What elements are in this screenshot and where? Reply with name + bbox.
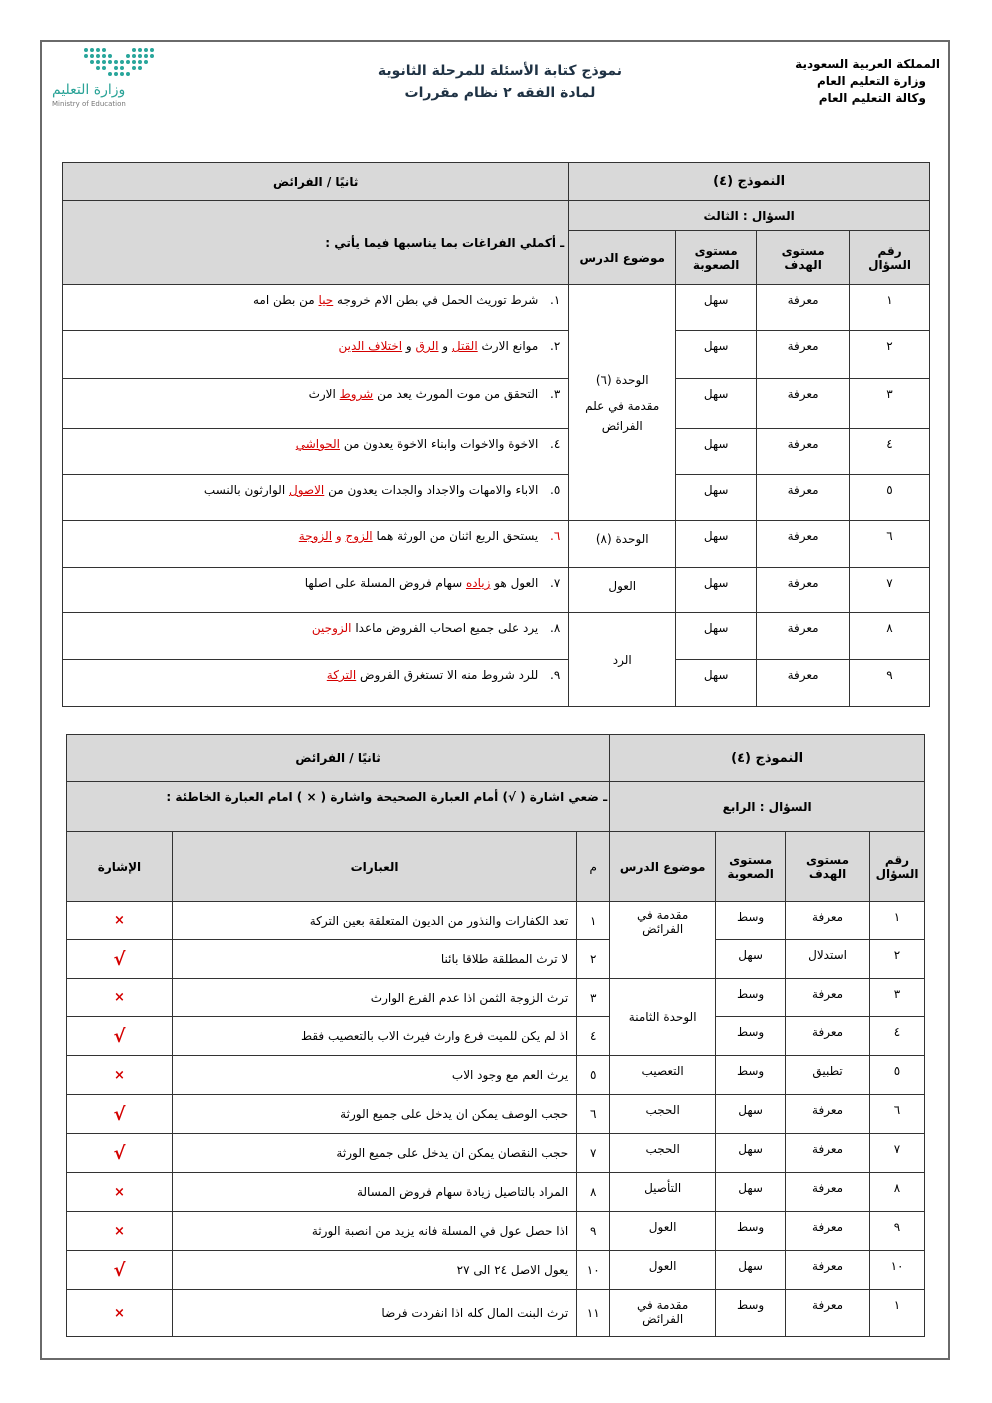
col-difficulty-level: مستوى الصعوبة: [676, 231, 757, 285]
statement-text: الارث: [308, 387, 340, 401]
statement: لا ترث المطلقة طلاقا بائنا: [172, 940, 576, 979]
true-false-row: [67, 1173, 925, 1212]
objective-level: معرفة: [757, 475, 850, 521]
statement: يعول الاصل ٢٤ الى ٢٧: [172, 1251, 576, 1290]
instruction-2: ـ ضعي اشارة ( √) أمام العبارة الصحيحة واشارة ( × ) امام العبارة الخاطئة :: [67, 782, 610, 832]
objective-level: معرفة: [757, 331, 850, 379]
statement-index: ٥.: [550, 483, 561, 497]
difficulty-level: سهل: [716, 940, 786, 979]
model-label: النموذج (٤): [569, 163, 930, 201]
difficulty-level: سهل: [676, 568, 757, 613]
statement: ترث البنت المال كله اذا انفردت فرضا: [172, 1290, 576, 1337]
objective-level: معرفة: [757, 613, 850, 660]
objective-level: معرفة: [757, 379, 850, 429]
statement-m: ٤: [577, 1017, 610, 1056]
logo-english-text: Ministry of Education: [52, 100, 126, 108]
col-statements: العبارات: [172, 832, 576, 902]
statement: تعد الكفارات والنذور من الديون المتعلقة بعين التركة: [172, 902, 576, 940]
question-row: [63, 475, 930, 521]
statement: حجب النقصان يمكن ان يدخل على جميع الورثة: [172, 1134, 576, 1173]
true-false-row: [67, 1056, 925, 1095]
header-line-2: وزارة التعليم العام: [816, 74, 926, 88]
cross-mark-icon: ×: [67, 902, 173, 940]
difficulty-level: سهل: [676, 613, 757, 660]
true-false-row: [67, 1212, 925, 1251]
answer-text: حيا: [318, 293, 334, 307]
statement: اذا حصل عول في المسلة فانه يزيد من انصبة الورثة: [172, 1212, 576, 1251]
question-no: ١: [870, 1290, 925, 1337]
statement-index: ٧.: [550, 576, 561, 590]
lesson-topic: [569, 613, 676, 707]
objective-level: معرفة: [757, 429, 850, 475]
true-false-row: [67, 1095, 925, 1134]
objective-level: معرفة: [786, 1095, 870, 1134]
question-no: ٦: [870, 1095, 925, 1134]
objective-level: معرفة: [786, 1017, 870, 1056]
statement-text: للرد شروط منه الا تستغرق الفروض: [356, 668, 539, 682]
answer-text: التركة: [326, 668, 357, 682]
cross-mark-icon: ×: [67, 979, 173, 1017]
lesson-topic: التأصيل: [610, 1173, 716, 1212]
col-question-no-2: رقم السؤال: [870, 832, 925, 902]
title: نموذج كتابة الأسئلة للمرحلة الثانوية: [377, 63, 623, 79]
col-difficulty-level-2: مستوى الصعوبة: [716, 832, 786, 902]
instruction: ـ أكملي الفراغات بما يناسبها فيما يأتي :: [63, 201, 569, 285]
fill-in-statement: [63, 613, 569, 660]
answer-text: الزوجة: [298, 529, 333, 543]
lesson-topic: التعصيب: [610, 1056, 716, 1095]
statement-index: ١.: [550, 293, 561, 307]
difficulty-level: سهل: [716, 1095, 786, 1134]
objective-level: معرفة: [757, 568, 850, 613]
statement: يرث العم مع وجود الاب: [172, 1056, 576, 1095]
answer-text: الرق: [415, 339, 439, 353]
col-m: م: [577, 832, 610, 902]
lesson-topic-line: الوحدة (٨): [595, 532, 649, 546]
true-false-row: [67, 1290, 925, 1337]
objective-level: معرفة: [786, 902, 870, 940]
fill-in-statement: [63, 521, 569, 568]
question-no: ٧: [850, 568, 930, 613]
statement-text: الاباء والامهات والاجداد والجدات يعدون من: [324, 483, 539, 497]
objective-level: معرفة: [786, 1173, 870, 1212]
fill-in-statement: [63, 568, 569, 613]
statement-m: ٣: [577, 979, 610, 1017]
question-4-table: [66, 734, 925, 1337]
fill-in-statement: [63, 475, 569, 521]
statement-m: ٩: [577, 1212, 610, 1251]
objective-level: معرفة: [757, 660, 850, 707]
col-objective-level: مستوى الهدف: [757, 231, 850, 285]
statement-text: الوارثون بالنسب: [203, 483, 289, 497]
objective-level: تطبيق: [786, 1056, 870, 1095]
lesson-topic-line: مقدمة في علم الفرائض: [585, 398, 660, 433]
true-false-row: [67, 1134, 925, 1173]
objective-level: معرفة: [786, 1212, 870, 1251]
lesson-topic: مقدمة في الفرائض: [610, 902, 716, 979]
question-row: [63, 613, 930, 660]
objective-level: استدلال: [786, 940, 870, 979]
difficulty-level: وسط: [716, 1290, 786, 1337]
statement-index: ٣.: [550, 387, 561, 401]
objective-level: معرفة: [786, 1290, 870, 1337]
difficulty-level: سهل: [676, 285, 757, 331]
statement-index: ٩.: [550, 668, 561, 682]
statement-text: سهام فروض المسلة على اصلها: [304, 576, 466, 590]
statement-text: موانع الارث: [477, 339, 539, 353]
difficulty-level: سهل: [676, 429, 757, 475]
question-3-table: [62, 162, 930, 707]
statement: حجب الوصف يمكن ان يدخل على جميع الورثة: [172, 1095, 576, 1134]
question-no: ١٠: [870, 1251, 925, 1290]
lesson-topic-line: الوحدة (٦): [595, 372, 649, 387]
difficulty-level: سهل: [716, 1134, 786, 1173]
statement-m: ٥: [577, 1056, 610, 1095]
answer-text: زياده: [466, 576, 491, 590]
question-no: ٤: [870, 1017, 925, 1056]
objective-level: معرفة: [786, 979, 870, 1017]
question-no: ٥: [870, 1056, 925, 1095]
statement-m: ١: [577, 902, 610, 940]
statement-m: ٦: [577, 1095, 610, 1134]
statement: المراد بالتاصيل زيادة سهام فروض المسالة: [172, 1173, 576, 1212]
difficulty-level: وسط: [716, 979, 786, 1017]
answer-text: شروط: [339, 387, 374, 401]
question-row: [63, 331, 930, 379]
cross-mark-icon: ×: [67, 1056, 173, 1095]
question-no: ٤: [850, 429, 930, 475]
difficulty-level: سهل: [716, 1173, 786, 1212]
lesson-topic: [569, 521, 676, 568]
logo-dots-icon: [84, 48, 132, 76]
statement-m: ٢: [577, 940, 610, 979]
question-row: [63, 660, 930, 707]
true-false-row: [67, 979, 925, 1017]
check-mark-icon: √: [67, 1017, 173, 1056]
answer-text: الزوجين: [311, 621, 352, 635]
fill-in-statement: [63, 379, 569, 429]
question-no: ٥: [850, 475, 930, 521]
difficulty-level: سهل: [716, 1251, 786, 1290]
cross-mark-icon: ×: [67, 1212, 173, 1251]
col-mark: الإشارة: [67, 832, 173, 902]
statement-text: التحقق من موت المورث يعد من: [373, 387, 539, 401]
question-label-2: السؤال : الرابع: [610, 782, 925, 832]
check-mark-icon: √: [67, 1134, 173, 1173]
cross-mark-icon: ×: [67, 1290, 173, 1337]
difficulty-level: سهل: [676, 475, 757, 521]
header-line-1: المملكة العربية السعودية: [795, 57, 940, 71]
objective-level: معرفة: [757, 521, 850, 568]
model-label-2: النموذج (٤): [610, 735, 925, 782]
answer-text: الزوج: [345, 529, 373, 543]
question-row: [63, 429, 930, 475]
lesson-topic-line: الرد: [612, 652, 632, 667]
true-false-row: [67, 1017, 925, 1056]
statement-index: ٦.: [550, 529, 561, 543]
logo-arabic-text: وزارة التعليم: [52, 82, 126, 98]
statement-text: يستحق الربع اثنان من الورثة هما: [372, 529, 539, 543]
true-false-row: [67, 902, 925, 940]
difficulty-level: سهل: [676, 521, 757, 568]
question-no: ٢: [850, 331, 930, 379]
question-no: ٢: [870, 940, 925, 979]
difficulty-level: وسط: [716, 1017, 786, 1056]
question-no: ١: [870, 902, 925, 940]
question-no: ٩: [850, 660, 930, 707]
statement: اذ لم يكن للميت فرع وارث فيرث الاب بالتعصيب فقط: [172, 1017, 576, 1056]
question-no: ٨: [870, 1173, 925, 1212]
question-row: [63, 521, 930, 568]
lesson-topic: العول: [610, 1212, 716, 1251]
difficulty-level: سهل: [676, 660, 757, 707]
difficulty-level: سهل: [676, 379, 757, 429]
col-lesson-topic: موضوع الدرس: [569, 231, 676, 285]
true-false-row: [67, 940, 925, 979]
header-line-3: وكالة التعليم العام: [818, 91, 926, 105]
answer-text: القتل: [451, 339, 478, 353]
check-mark-icon: √: [67, 1251, 173, 1290]
check-mark-icon: √: [67, 1095, 173, 1134]
check-mark-icon: √: [67, 940, 173, 979]
fill-in-statement: [63, 331, 569, 379]
statement-text: و: [438, 339, 452, 353]
statement-m: ١٠: [577, 1251, 610, 1290]
answer-text: و: [332, 529, 346, 543]
answer-text: اختلاف الدين: [338, 339, 403, 353]
lesson-topic: [569, 285, 676, 521]
statement-m: ٧: [577, 1134, 610, 1173]
section-label: ثانيًا / الفرائض: [63, 163, 569, 201]
question-no: ٧: [870, 1134, 925, 1173]
lesson-topic: الحجب: [610, 1095, 716, 1134]
question-row: [63, 285, 930, 331]
lesson-topic: [569, 568, 676, 613]
difficulty-level: وسط: [716, 1056, 786, 1095]
lesson-topic: الوحدة الثامنة: [610, 979, 716, 1056]
col-lesson-topic-2: موضوع الدرس: [610, 832, 716, 902]
question-no: ٣: [850, 379, 930, 429]
difficulty-level: وسط: [716, 902, 786, 940]
answer-text: الحواشي: [295, 437, 341, 451]
statement: ترث الزوجة الثمن اذا عدم الفرع الوارث: [172, 979, 576, 1017]
statement-m: ٨: [577, 1173, 610, 1212]
question-no: ٨: [850, 613, 930, 660]
cross-mark-icon: ×: [67, 1173, 173, 1212]
fill-in-statement: [63, 429, 569, 475]
lesson-topic-line: العول: [608, 579, 637, 593]
difficulty-level: سهل: [676, 331, 757, 379]
statement-index: ٤.: [550, 437, 561, 451]
difficulty-level: وسط: [716, 1212, 786, 1251]
true-false-row: [67, 1251, 925, 1290]
question-label: السؤال : الثالث: [569, 201, 930, 231]
statement-text: العول هو: [490, 576, 539, 590]
section-label-2: ثانيًا / الفرائض: [67, 735, 610, 782]
question-no: ٦: [850, 521, 930, 568]
statement-text: من بطن امه: [253, 293, 319, 307]
question-no: ٣: [870, 979, 925, 1017]
question-row: [63, 379, 930, 429]
question-no: ١: [850, 285, 930, 331]
statement-m: ١١: [577, 1290, 610, 1337]
lesson-topic: مقدمة في الفرائض: [610, 1290, 716, 1337]
col-question-no: رقم السؤال: [850, 231, 930, 285]
fill-in-statement: [63, 285, 569, 331]
fill-in-statement: [63, 660, 569, 707]
lesson-topic: العول: [610, 1251, 716, 1290]
statement-text: و: [402, 339, 416, 353]
document-title: [300, 60, 700, 104]
ministry-header: [795, 56, 940, 107]
statement-text: الاخوة والاخوات وابناء الاخوة يعدون من: [340, 437, 539, 451]
objective-level: معرفة: [786, 1251, 870, 1290]
question-row: [63, 568, 930, 613]
col-objective-level-2: مستوى الهدف: [786, 832, 870, 902]
statement-text: شرط توريث الحمل في بطن الام خروجه: [333, 293, 539, 307]
objective-level: معرفة: [757, 285, 850, 331]
statement-index: ٨.: [550, 621, 561, 635]
answer-text: الاصول: [288, 483, 325, 497]
ministry-logo: [52, 48, 132, 108]
objective-level: معرفة: [786, 1134, 870, 1173]
statement-text: يرد على جميع اصحاب الفروض ماعدا: [351, 621, 539, 635]
question-no: ٩: [870, 1212, 925, 1251]
lesson-topic: الحجب: [610, 1134, 716, 1173]
subtitle: لمادة الفقه ٢ نظام مقررات: [404, 85, 596, 101]
statement-index: ٢.: [550, 339, 561, 353]
